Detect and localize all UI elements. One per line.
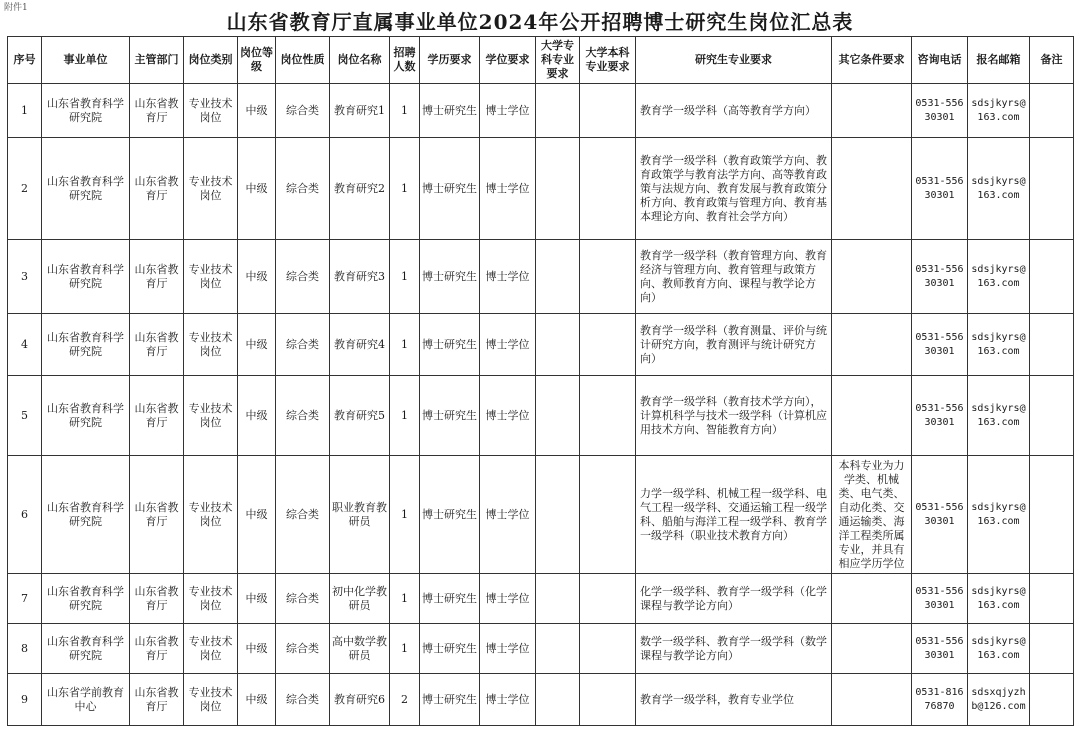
cell-email: sdsxqjyzhb@126.com <box>968 674 1030 726</box>
cell-phone: 0531-55630301 <box>912 240 968 314</box>
attachment-label: 附件1 <box>4 3 28 13</box>
column-header: 咨询电话 <box>912 37 968 84</box>
table-row <box>8 624 1074 674</box>
cell-graduate: 力学一级学科、机械工程一级学科、电气工程一级学科、交通运输工程一级学科、船舶与海洋工程一级学科、教育学一级学科（职业技术教育方向） <box>636 456 832 574</box>
cell-phone: 0531-81676870 <box>912 674 968 726</box>
cell-dept: 山东省教育厅 <box>130 314 184 376</box>
column-header: 大学专科专业要求 <box>536 37 580 84</box>
cell-category: 专业技术岗位 <box>184 84 238 138</box>
cell-category: 专业技术岗位 <box>184 674 238 726</box>
cell-post: 教育研究4 <box>330 314 390 376</box>
cell-count: 1 <box>390 624 420 674</box>
cell-remark <box>1030 84 1074 138</box>
cell-junior <box>536 376 580 456</box>
column-header: 报名邮箱 <box>968 37 1030 84</box>
cell-count: 1 <box>390 456 420 574</box>
cell-email: sdsjkyrs@163.com <box>968 314 1030 376</box>
cell-remark <box>1030 624 1074 674</box>
column-header: 学历要求 <box>420 37 480 84</box>
cell-category: 专业技术岗位 <box>184 314 238 376</box>
cell-bachelor <box>580 240 636 314</box>
cell-unit: 山东省教育科学研究院 <box>42 574 130 624</box>
cell-edu: 博士研究生 <box>420 624 480 674</box>
cell-other: 本科专业为力学类、机械类、电气类、自动化类、交通运输类、海洋工程类所属专业，并具有相应学历学位 <box>832 456 912 574</box>
cell-junior <box>536 314 580 376</box>
cell-email: sdsjkyrs@163.com <box>968 240 1030 314</box>
cell-unit: 山东省教育科学研究院 <box>42 376 130 456</box>
cell-junior <box>536 138 580 240</box>
cell-bachelor <box>580 574 636 624</box>
cell-degree: 博士学位 <box>480 674 536 726</box>
cell-no: 4 <box>8 314 42 376</box>
cell-no: 2 <box>8 138 42 240</box>
cell-graduate: 教育学一级学科（高等教育学方向） <box>636 84 832 138</box>
cell-grade: 中级 <box>238 674 276 726</box>
cell-nature: 综合类 <box>276 574 330 624</box>
column-header: 大学本科专业要求 <box>580 37 636 84</box>
cell-bachelor <box>580 624 636 674</box>
cell-other <box>832 138 912 240</box>
cell-edu: 博士研究生 <box>420 574 480 624</box>
cell-count: 1 <box>390 138 420 240</box>
page-title: 山东省教育厅直属事业单位2024年公开招聘博士研究生岗位汇总表 <box>226 10 854 34</box>
cell-bachelor <box>580 138 636 240</box>
cell-no: 8 <box>8 624 42 674</box>
cell-graduate: 教育学一级学科（教育测量、评价与统计研究方向，教育测评与统计研究方向） <box>636 314 832 376</box>
table-row <box>8 456 1074 574</box>
cell-dept: 山东省教育厅 <box>130 456 184 574</box>
cell-grade: 中级 <box>238 376 276 456</box>
cell-post: 教育研究2 <box>330 138 390 240</box>
cell-email: sdsjkyrs@163.com <box>968 574 1030 624</box>
cell-email: sdsjkyrs@163.com <box>968 456 1030 574</box>
column-header: 备注 <box>1030 37 1074 84</box>
cell-nature: 综合类 <box>276 376 330 456</box>
table-row <box>8 84 1074 138</box>
cell-bachelor <box>580 674 636 726</box>
cell-phone: 0531-55630301 <box>912 456 968 574</box>
cell-graduate: 教育学一级学科，教育专业学位 <box>636 674 832 726</box>
cell-junior <box>536 624 580 674</box>
cell-dept: 山东省教育厅 <box>130 240 184 314</box>
cell-nature: 综合类 <box>276 138 330 240</box>
cell-remark <box>1030 376 1074 456</box>
cell-remark <box>1030 574 1074 624</box>
column-header: 序号 <box>8 37 42 84</box>
cell-category: 专业技术岗位 <box>184 574 238 624</box>
cell-phone: 0531-55630301 <box>912 138 968 240</box>
cell-other <box>832 84 912 138</box>
cell-no: 3 <box>8 240 42 314</box>
cell-degree: 博士学位 <box>480 376 536 456</box>
header-row <box>8 37 1074 84</box>
cell-nature: 综合类 <box>276 624 330 674</box>
table-row <box>8 138 1074 240</box>
cell-email: sdsjkyrs@163.com <box>968 624 1030 674</box>
cell-graduate: 教育学一级学科（教育技术学方向），计算机科学与技术一级学科（计算机应用技术方向、智能教育方向） <box>636 376 832 456</box>
column-header: 研究生专业要求 <box>636 37 832 84</box>
cell-bachelor <box>580 456 636 574</box>
cell-degree: 博士学位 <box>480 84 536 138</box>
cell-grade: 中级 <box>238 456 276 574</box>
cell-graduate: 化学一级学科、教育学一级学科（化学课程与教学论方向） <box>636 574 832 624</box>
cell-dept: 山东省教育厅 <box>130 138 184 240</box>
cell-grade: 中级 <box>238 574 276 624</box>
cell-no: 6 <box>8 456 42 574</box>
cell-junior <box>536 84 580 138</box>
cell-post: 初中化学教研员 <box>330 574 390 624</box>
cell-degree: 博士学位 <box>480 574 536 624</box>
cell-unit: 山东省教育科学研究院 <box>42 456 130 574</box>
cell-no: 5 <box>8 376 42 456</box>
cell-no: 9 <box>8 674 42 726</box>
cell-degree: 博士学位 <box>480 624 536 674</box>
cell-post: 高中数学教研员 <box>330 624 390 674</box>
cell-graduate: 教育学一级学科（教育管理方向、教育经济与管理方向、教育管理与政策方向、教师教育方向、课程与教学论方向） <box>636 240 832 314</box>
cell-remark <box>1030 314 1074 376</box>
cell-post: 教育研究1 <box>330 84 390 138</box>
cell-remark <box>1030 240 1074 314</box>
cell-phone: 0531-55630301 <box>912 574 968 624</box>
cell-other <box>832 624 912 674</box>
cell-nature: 综合类 <box>276 240 330 314</box>
cell-other <box>832 376 912 456</box>
table-row <box>8 314 1074 376</box>
cell-grade: 中级 <box>238 138 276 240</box>
cell-bachelor <box>580 376 636 456</box>
cell-nature: 综合类 <box>276 84 330 138</box>
cell-grade: 中级 <box>238 240 276 314</box>
cell-dept: 山东省教育厅 <box>130 624 184 674</box>
column-header: 岗位性质 <box>276 37 330 84</box>
cell-other <box>832 674 912 726</box>
table-row <box>8 240 1074 314</box>
cell-bachelor <box>580 84 636 138</box>
cell-phone: 0531-55630301 <box>912 314 968 376</box>
cell-category: 专业技术岗位 <box>184 240 238 314</box>
cell-remark <box>1030 138 1074 240</box>
cell-other <box>832 574 912 624</box>
column-header: 岗位名称 <box>330 37 390 84</box>
cell-junior <box>536 574 580 624</box>
cell-count: 1 <box>390 240 420 314</box>
cell-phone: 0531-55630301 <box>912 624 968 674</box>
cell-category: 专业技术岗位 <box>184 456 238 574</box>
cell-edu: 博士研究生 <box>420 456 480 574</box>
cell-junior <box>536 456 580 574</box>
cell-dept: 山东省教育厅 <box>130 674 184 726</box>
column-header: 事业单位 <box>42 37 130 84</box>
cell-edu: 博士研究生 <box>420 138 480 240</box>
cell-edu: 博士研究生 <box>420 314 480 376</box>
cell-remark <box>1030 456 1074 574</box>
cell-post: 教育研究3 <box>330 240 390 314</box>
cell-category: 专业技术岗位 <box>184 376 238 456</box>
cell-count: 1 <box>390 314 420 376</box>
cell-email: sdsjkyrs@163.com <box>968 376 1030 456</box>
cell-degree: 博士学位 <box>480 240 536 314</box>
cell-dept: 山东省教育厅 <box>130 376 184 456</box>
cell-count: 2 <box>390 674 420 726</box>
cell-bachelor <box>580 314 636 376</box>
cell-no: 7 <box>8 574 42 624</box>
table-row <box>8 574 1074 624</box>
cell-edu: 博士研究生 <box>420 674 480 726</box>
cell-unit: 山东省教育科学研究院 <box>42 624 130 674</box>
table-row <box>8 674 1074 726</box>
recruitment-table <box>7 36 1074 726</box>
cell-count: 1 <box>390 574 420 624</box>
cell-phone: 0531-55630301 <box>912 376 968 456</box>
cell-degree: 博士学位 <box>480 314 536 376</box>
column-header: 其它条件要求 <box>832 37 912 84</box>
cell-other <box>832 314 912 376</box>
cell-count: 1 <box>390 376 420 456</box>
table-row <box>8 376 1074 456</box>
cell-junior <box>536 240 580 314</box>
cell-grade: 中级 <box>238 624 276 674</box>
cell-remark <box>1030 674 1074 726</box>
table-body <box>8 84 1074 726</box>
cell-degree: 博士学位 <box>480 456 536 574</box>
cell-post: 职业教育教研员 <box>330 456 390 574</box>
cell-unit: 山东省学前教育中心 <box>42 674 130 726</box>
cell-unit: 山东省教育科学研究院 <box>42 314 130 376</box>
cell-edu: 博士研究生 <box>420 240 480 314</box>
cell-category: 专业技术岗位 <box>184 138 238 240</box>
cell-edu: 博士研究生 <box>420 84 480 138</box>
cell-category: 专业技术岗位 <box>184 624 238 674</box>
cell-edu: 博士研究生 <box>420 376 480 456</box>
column-header: 学位要求 <box>480 37 536 84</box>
column-header: 岗位等级 <box>238 37 276 84</box>
cell-dept: 山东省教育厅 <box>130 574 184 624</box>
column-header: 岗位类别 <box>184 37 238 84</box>
cell-post: 教育研究5 <box>330 376 390 456</box>
cell-unit: 山东省教育科学研究院 <box>42 240 130 314</box>
cell-no: 1 <box>8 84 42 138</box>
cell-email: sdsjkyrs@163.com <box>968 138 1030 240</box>
cell-junior <box>536 674 580 726</box>
column-header: 招聘人数 <box>390 37 420 84</box>
cell-dept: 山东省教育厅 <box>130 84 184 138</box>
cell-nature: 综合类 <box>276 314 330 376</box>
cell-other <box>832 240 912 314</box>
cell-unit: 山东省教育科学研究院 <box>42 84 130 138</box>
cell-grade: 中级 <box>238 84 276 138</box>
cell-unit: 山东省教育科学研究院 <box>42 138 130 240</box>
cell-nature: 综合类 <box>276 674 330 726</box>
cell-graduate: 教育学一级学科（教育政策学方向、教育政策学与教育法学方向、高等教育政策与法规方向、教育发展与教育政策分析方向、教育政策与管理方向、教育基本理论方向、教育社会学方向） <box>636 138 832 240</box>
cell-degree: 博士学位 <box>480 138 536 240</box>
cell-email: sdsjkyrs@163.com <box>968 84 1030 138</box>
cell-nature: 综合类 <box>276 456 330 574</box>
column-header: 主管部门 <box>130 37 184 84</box>
cell-post: 教育研究6 <box>330 674 390 726</box>
cell-phone: 0531-55630301 <box>912 84 968 138</box>
cell-grade: 中级 <box>238 314 276 376</box>
cell-count: 1 <box>390 84 420 138</box>
cell-graduate: 数学一级学科、教育学一级学科（数学课程与教学论方向） <box>636 624 832 674</box>
